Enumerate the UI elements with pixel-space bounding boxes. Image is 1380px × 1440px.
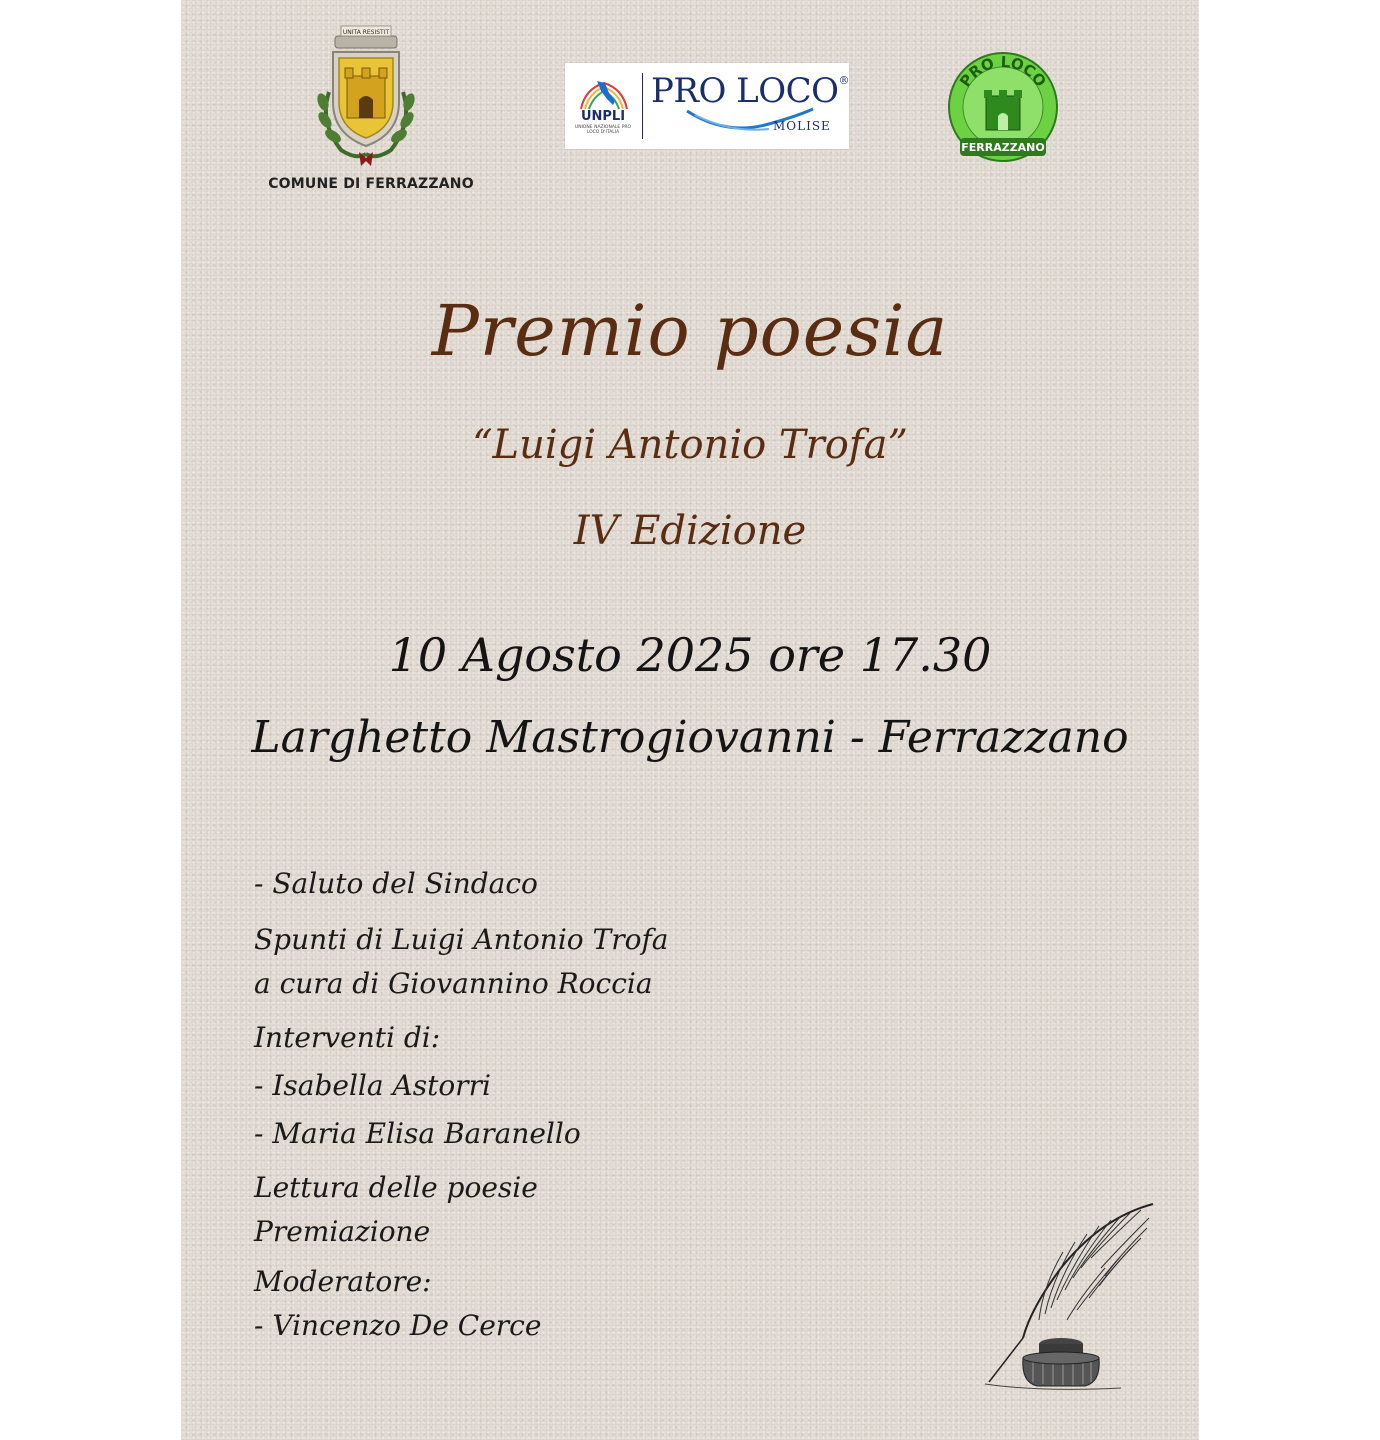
unpli-subtitle: UNIONE NAZIONALE PRO LOCO D'ITALIA [574, 125, 632, 135]
event-title: Premio poesia [431, 290, 949, 372]
castle-tower-icon [946, 50, 1060, 164]
program-line: Interventi di: [254, 1021, 441, 1054]
coat-of-arms-icon [311, 22, 421, 167]
quill-inkwell-icon [981, 1198, 1161, 1394]
svg-text:FERRAZZANO: FERRAZZANO [961, 141, 1045, 154]
program-line: Moderatore: [254, 1265, 432, 1298]
program-line: - Vincenzo De Cerce [254, 1309, 542, 1342]
program-line: Premiazione [254, 1215, 431, 1248]
program-list [254, 862, 814, 1348]
program-line: - Isabella Astorri [254, 1069, 491, 1102]
event-edition: IV Edizione [573, 508, 807, 554]
program-line: - Saluto del Sindaco [254, 867, 538, 900]
molise-wordmark: MOLISE [773, 119, 831, 133]
proloco-wordmark: PRO LOCO® [651, 71, 849, 111]
unpli-wordmark: UNPLI [580, 109, 626, 124]
program-line: a cura di Giovannino Roccia [254, 967, 653, 1000]
svg-text:PRO LOCO: PRO LOCO [956, 52, 1050, 91]
event-date-time: 10 Agosto 2025 ore 17.30 [388, 628, 992, 682]
program-line: Spunti di Luigi Antonio Trofa [254, 923, 669, 956]
poster [181, 0, 1199, 1440]
svg-text:UNITA RESISTIT: UNITA RESISTIT [342, 29, 390, 36]
unpli-proloco-molise-logo [565, 63, 849, 149]
event-subtitle: “Luigi Antonio Trofa” [472, 422, 908, 468]
logo-divider [642, 73, 643, 139]
event-place: Larghetto Mastrogiovanni - Ferrazzano [251, 712, 1129, 763]
program-line: - Maria Elisa Baranello [254, 1117, 581, 1150]
program-line: Lettura delle poesie [254, 1171, 538, 1204]
comune-label: COMUNE DI FERRAZZANO [268, 176, 474, 192]
